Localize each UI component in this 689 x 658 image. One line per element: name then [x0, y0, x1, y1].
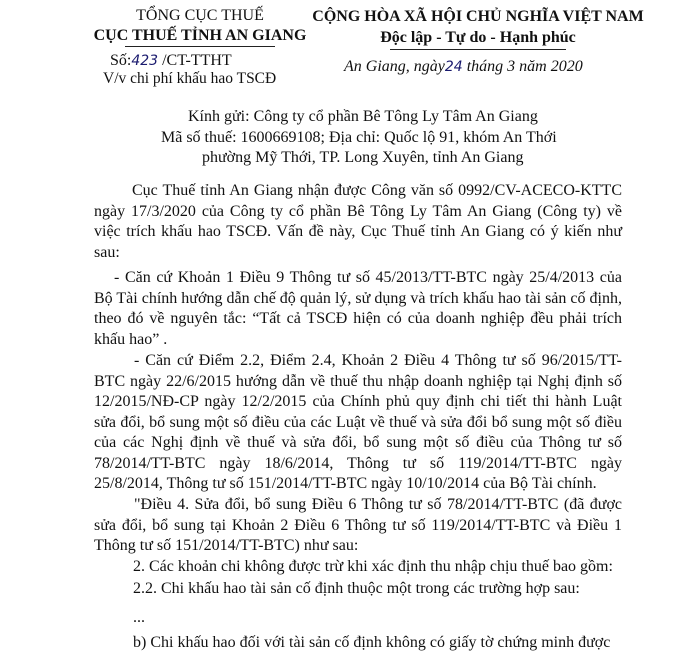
document-subject: V/v chi phí khấu hao TSCĐ	[103, 70, 277, 87]
agency-parent: TỔNG CỤC THUẾ	[136, 7, 264, 24]
number-handwritten: 423	[131, 53, 159, 69]
agency-name: CỤC THUẾ TỈNH AN GIANG	[93, 27, 307, 44]
recipient-line-2: Mã số thuế: 1600669108; Địa chỉ: Quốc lộ 91, khóm An Thới	[161, 128, 557, 146]
recipient-line-1: Kính gửi: Công ty cổ phần Bê Tông Ly Tâm An Giang	[188, 108, 538, 125]
recipient-block	[161, 107, 557, 169]
document-number	[110, 52, 232, 70]
national-motto: Độc lập - Tự do - Hạnh phúc	[380, 29, 576, 46]
paragraph-intro: Cục Thuế tỉnh An Giang nhận được Công văn số 0992/CV-ACECO-KTTC ngày 17/3/2020 của Công ty cổ phần Bê Tông Ly Tâm An Giang (Công ty) về việc trích khấu hao TSCĐ. Vấn đề này, Cục Thuế tỉnh An Giang có ý kiến như sau:	[94, 182, 622, 261]
place-date-suffix: tháng 3 năm 2020	[466, 58, 583, 75]
header-agency-block	[82, 6, 318, 47]
number-prefix: Số:	[110, 52, 132, 69]
motto-underline	[390, 49, 566, 50]
clause-b: b) Chi khấu hao đối với tài sản cố định không có giấy tờ chứng minh được	[133, 634, 611, 651]
ellipsis: ...	[133, 609, 145, 626]
place-date	[344, 58, 583, 76]
paragraph-basis-1: - Căn cứ Khoản 1 Điều 9 Thông tư số 45/2013/TT-BTC ngày 25/4/2013 của Bộ Tài chính hướng dẫn chế độ quản lý, sử dụng và trích khấu hao tài sản cố định, theo đó về nguyên tắc: “Tất cả TSCĐ hiện có của doanh nghiệp đều phải trích khấu hao” .	[94, 269, 622, 348]
country-name: CỘNG HÒA XÃ HỘI CHỦ NGHĨA VIỆT NAM	[312, 8, 644, 25]
day-handwritten: 24	[444, 59, 463, 75]
paragraph-article-4: "Điều 4. Sửa đổi, bổ sung Điều 6 Thông tư số 78/2014/TT-BTC (đã được sửa đổi, bổ sung tại Khoản 2 Điều 6 Thông tư số 119/2014/TT-BTC và Điều 1 Thông tư số 151/2014/TT-BTC) như sau:	[94, 496, 622, 554]
place-date-prefix: An Giang, ngày	[344, 58, 445, 75]
paragraph-basis-2: - Căn cứ Điểm 2.2, Điểm 2.4, Khoản 2 Điều 4 Thông tư số 96/2015/TT-BTC ngày 22/6/2015 hướng dẫn về thuế thu nhập doanh nghiệp tại Nghị định số 12/2015/NĐ-CP ngày 12/2/2015 của Chính phủ quy định chi tiết thi hành Luật sửa đổi, bổ sung một số điều của các Luật về thuế và sửa đổi bổ sung một số điều của các Nghị định về thuế và sửa đổi, bổ sung một số điều của Thông tư số 78/2014/TT-BTC ngày 18/6/2014, Thông tư số 119/2014/TT-BTC ngày 25/8/2014, Thông tư số 151/2014/TT-BTC ngày 10/10/2014 của Bộ Tài chính.	[94, 352, 622, 492]
number-suffix: /CT-TTHT	[162, 52, 232, 69]
clause-2-2: 2.2. Chi khấu hao tài sản cố định thuộc một trong các trường hợp sau:	[133, 580, 580, 597]
recipient-line-3: phường Mỹ Thới, TP. Long Xuyên, tỉnh An Giang	[202, 149, 524, 166]
agency-underline	[125, 46, 275, 47]
clause-2: 2. Các khoản chi không được trừ khi xác định thu nhập chịu thuế bao gồm:	[133, 558, 613, 575]
header-national-block	[308, 6, 648, 50]
